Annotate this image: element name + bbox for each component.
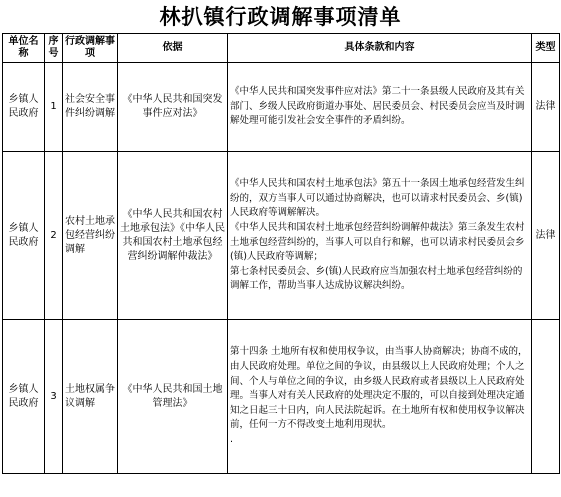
cell-seq: 2 xyxy=(45,152,63,320)
cell-content xyxy=(228,320,532,474)
cell-unit: 乡镇人民政府 xyxy=(3,320,45,474)
cell-matter: 土地权属争议调解 xyxy=(63,320,118,474)
cell-seq: 1 xyxy=(45,63,63,152)
cell-content xyxy=(228,152,532,320)
content-paragraph: 《中华人民共和国农村土地承包法》第五十一条因土地承包经营发生纠纷的，双方当事人可以通过协商解决，也可以请求村民委员会、乡(镇)人民政府等调解解决。 xyxy=(230,178,525,219)
header-basis: 依据 xyxy=(118,34,228,63)
cell-type xyxy=(532,320,560,474)
header-content: 具体条款和内容 xyxy=(228,34,532,63)
table-row xyxy=(3,63,560,152)
page-title: 林扒镇行政调解事项清单 xyxy=(159,5,402,29)
content-paragraph: 《中华人民共和国突发事件应对法》第二十一条县级人民政府及其有关部门、乡级人民政府街道办事处、居民委员会、村民委员会应当及时调解处理可能引发社会安全事件的矛盾纠纷。 xyxy=(230,86,525,127)
content-paragraph: 《中华人民共和国农村土地承包经营纠纷调解仲裁法》第三条发生农村土地承包经营纠纷的，当事人可以自行和解，也可以请求村民委员会乡(镇)人民政府等调解； xyxy=(230,221,525,263)
cell-basis: 《中华人民共和国土地管理法》 xyxy=(118,320,228,474)
table-header-row xyxy=(3,34,560,63)
cell-matter: 社会安全事件纠纷调解 xyxy=(63,63,118,152)
header-seq: 序号 xyxy=(45,34,63,63)
table-row xyxy=(3,320,560,474)
header-type: 类型 xyxy=(532,34,560,63)
cell-basis: 《中华人民共和国突发事件应对法》 xyxy=(118,63,228,152)
cell-type: 法律 xyxy=(532,63,560,152)
cell-matter: 农村土地承包经营纠纷调解 xyxy=(63,152,118,320)
cell-type: 法律 xyxy=(532,152,560,320)
header-matter: 行政调解事项 xyxy=(63,34,118,63)
cell-unit: 乡镇人民政府 xyxy=(3,63,45,152)
header-unit: 单位名称 xyxy=(3,34,45,63)
cell-seq: 3 xyxy=(45,320,63,474)
content-paragraph: . xyxy=(230,433,234,445)
cell-unit: 乡镇人民政府 xyxy=(3,152,45,320)
cell-content xyxy=(228,63,532,152)
content-paragraph: 第十四条 土地所有权和使用权争议，由当事人协商解决；协商不成的，由人民政府处理。单位之间的争议，由县级以上人民政府处理；个人之间、个人与单位之间的争议，由乡级人民政府或者县级以上人民政府处理。当事人对有关人民政府的处理决定不服的，可以自接到处理决定通知之日起三十日内，向人民法院起诉。在土地所有权和使用权争议解决前，任何一方不得改变土地利用现状。 xyxy=(230,346,528,431)
cell-basis: 《中华人民共和国农村土地承包法》《中华人民共和国农村土地承包经营纠纷调解仲裁法》 xyxy=(118,152,228,320)
content-paragraph: 第七条村民委员会、乡(镇)人民政府应当加强农村土地承包经营纠纷的调解工作，帮助当事人达成协议解决纠纷。 xyxy=(230,265,523,292)
table-row xyxy=(3,152,560,320)
mediation-table xyxy=(2,33,560,474)
